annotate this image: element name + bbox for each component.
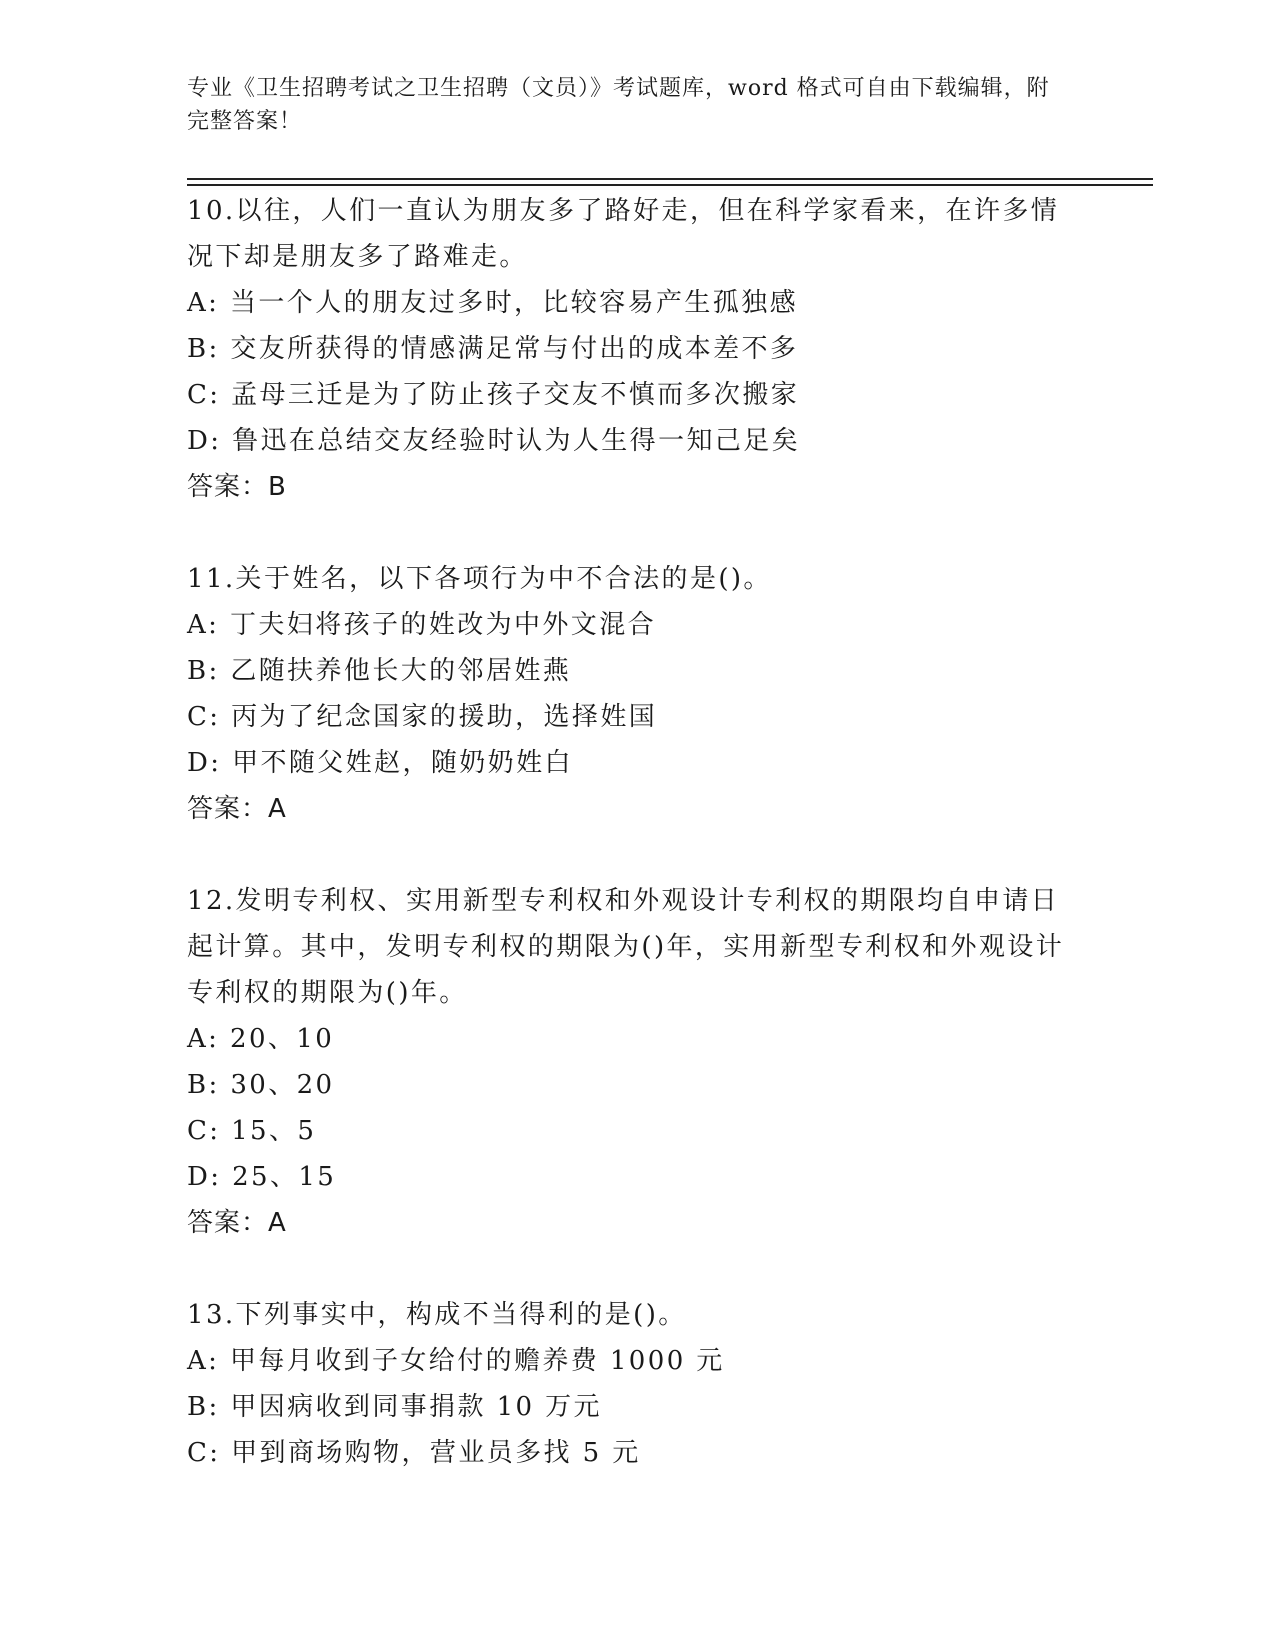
question-stem: 10.以往，人们一直认为朋友多了路好走，但在科学家看来，在许多情况下却是朋友多了路难走。 (187, 196, 1060, 272)
option-c: C: 甲到商场购物，营业员多找 5 元 (187, 1438, 641, 1468)
question-stem: 11.关于姓名，以下各项行为中不合法的是()。 (187, 564, 772, 594)
option-d: D: 25、15 (187, 1162, 337, 1192)
header-divider-top (187, 178, 1153, 180)
option-c: C: 丙为了纪念国家的援助，选择姓国 (187, 702, 658, 732)
answer-text: 答案：B (187, 472, 287, 502)
option-a: A: 甲每月收到子女给付的赡养费 1000 元 (187, 1346, 725, 1376)
option-d: D: 甲不随父姓赵，随奶奶姓白 (187, 748, 573, 778)
question-11 (187, 556, 1087, 832)
option-b: B: 交友所获得的情感满足常与付出的成本差不多 (187, 334, 799, 364)
option-b: B: 30、20 (187, 1070, 335, 1100)
question-stem: 13.下列事实中，构成不当得利的是()。 (187, 1300, 687, 1330)
option-a: A: 当一个人的朋友过多时，比较容易产生孤独感 (187, 288, 799, 318)
question-12 (187, 878, 1087, 1246)
question-13 (187, 1292, 1087, 1476)
option-c: C: 15、5 (187, 1116, 317, 1146)
option-c: C: 孟母三迁是为了防止孩子交友不慎而多次搬家 (187, 380, 800, 410)
header-divider-bottom (187, 184, 1153, 186)
option-b: B: 甲因病收到同事捐款 10 万元 (187, 1392, 602, 1422)
question-stem: 12.发明专利权、实用新型专利权和外观设计专利权的期限均自申请日起计算。其中，发明专利权的期限为()年，实用新型专利权和外观设计专利权的期限为()年。 (187, 886, 1065, 1008)
answer-text: 答案：A (187, 794, 287, 824)
question-list (187, 188, 1087, 1522)
question-10 (187, 188, 1087, 510)
document-header: 专业《卫生招聘考试之卫生招聘（文员）》考试题库，word 格式可自由下载编辑，附完整答案！ (187, 76, 1050, 134)
answer-text: 答案：A (187, 1208, 287, 1238)
option-b: B: 乙随扶养他长大的邻居姓燕 (187, 656, 572, 686)
option-d: D: 鲁迅在总结交友经验时认为人生得一知己足矣 (187, 426, 801, 456)
option-a: A: 20、10 (187, 1024, 335, 1054)
option-a: A: 丁夫妇将孩子的姓改为中外文混合 (187, 610, 657, 640)
